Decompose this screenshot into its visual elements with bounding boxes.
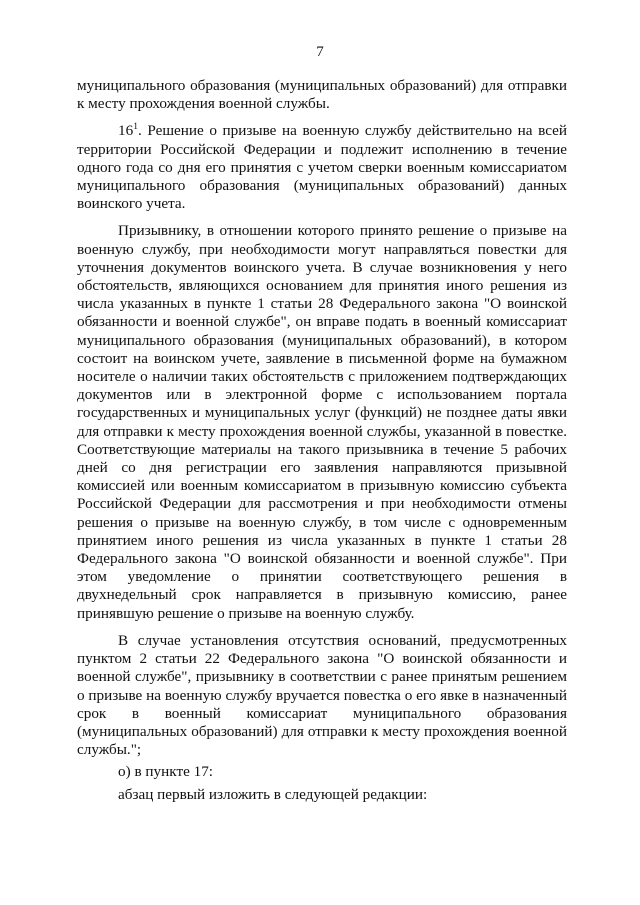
paragraph-no-grounds: В случае установления отсутствия оснований, предусмотренных пунктом 2 статьи 22 Федерального закона "О воинской обязанности и военной службе", призывнику в соответствии с ранее принятым решением о призыве на военную службу вручается повестка о его явке в назначенный срок в военный комиссариат муниципального образования (муниципальных образований) для отправки к месту прохождения военной службы.";: [77, 631, 567, 759]
document-body: [77, 77, 567, 804]
page-number: 7: [316, 44, 324, 60]
paragraph-text: . Решение о призыве на военную службу действительно на всей территории Российской Федерации и подлежит исполнению в течение одного года со дня его принятия с учетом сверки военным комиссариатом муниципального образования (муниципальных образований) данных воинского учета.: [77, 122, 567, 213]
paragraph-subitem-o: о) в пункте 17:: [118, 763, 214, 781]
paragraph-first-line-instruction: абзац первый изложить в следующей редакции:: [118, 785, 428, 803]
paragraph-item-16-1: [77, 122, 567, 213]
paragraph-conscript-notice: Призывнику, в отношении которого принято решение о призыве на военную службу, при необходимости могут направляться повестки для уточнения документов воинского учета. В случае возникновения у него обстоятельств, являющихся основанием для принятия иного решения из числа указанных в пункте 1 статьи 28 Федерального закона "О воинской обязанности и военной службе", он вправе подать в военный комиссариат муниципального образования (муниципальных образований), в котором состоит на воинском учете, заявление в письменной форме на бумажном носителе о наличии таких обстоятельств с приложением подтверждающих документов или в электронной форме с использованием портала государственных и муниципальных услуг (функций) не позднее даты явки для отправки к месту прохождения военной службы, указанной в повестке. Соответствующие материалы на такого призывника в течение 5 рабочих дней со дня регистрации его заявления направляются призывной комиссией или военным комиссариатом в призывную комиссию субъекта Российской Федерации для рассмотрения и при необходимости отмены решения о призыве на военную службу, в том числе с одновременным принятием иного решения из числа указанных в пункте 1 статьи 28 Федерального закона "О воинской обязанности и военной службе". При этом уведомление о принятии соответствующего решения в двухнедельный срок направляется в призывную комиссию, ранее принявшую решение о призыве на военную службу.: [77, 222, 567, 622]
item-number: 16: [118, 122, 134, 140]
item-number-superscript: 1: [133, 122, 138, 133]
paragraph-continuation: муниципального образования (муниципальных образований) для отправки к месту прохождения военной службы.: [77, 77, 567, 113]
